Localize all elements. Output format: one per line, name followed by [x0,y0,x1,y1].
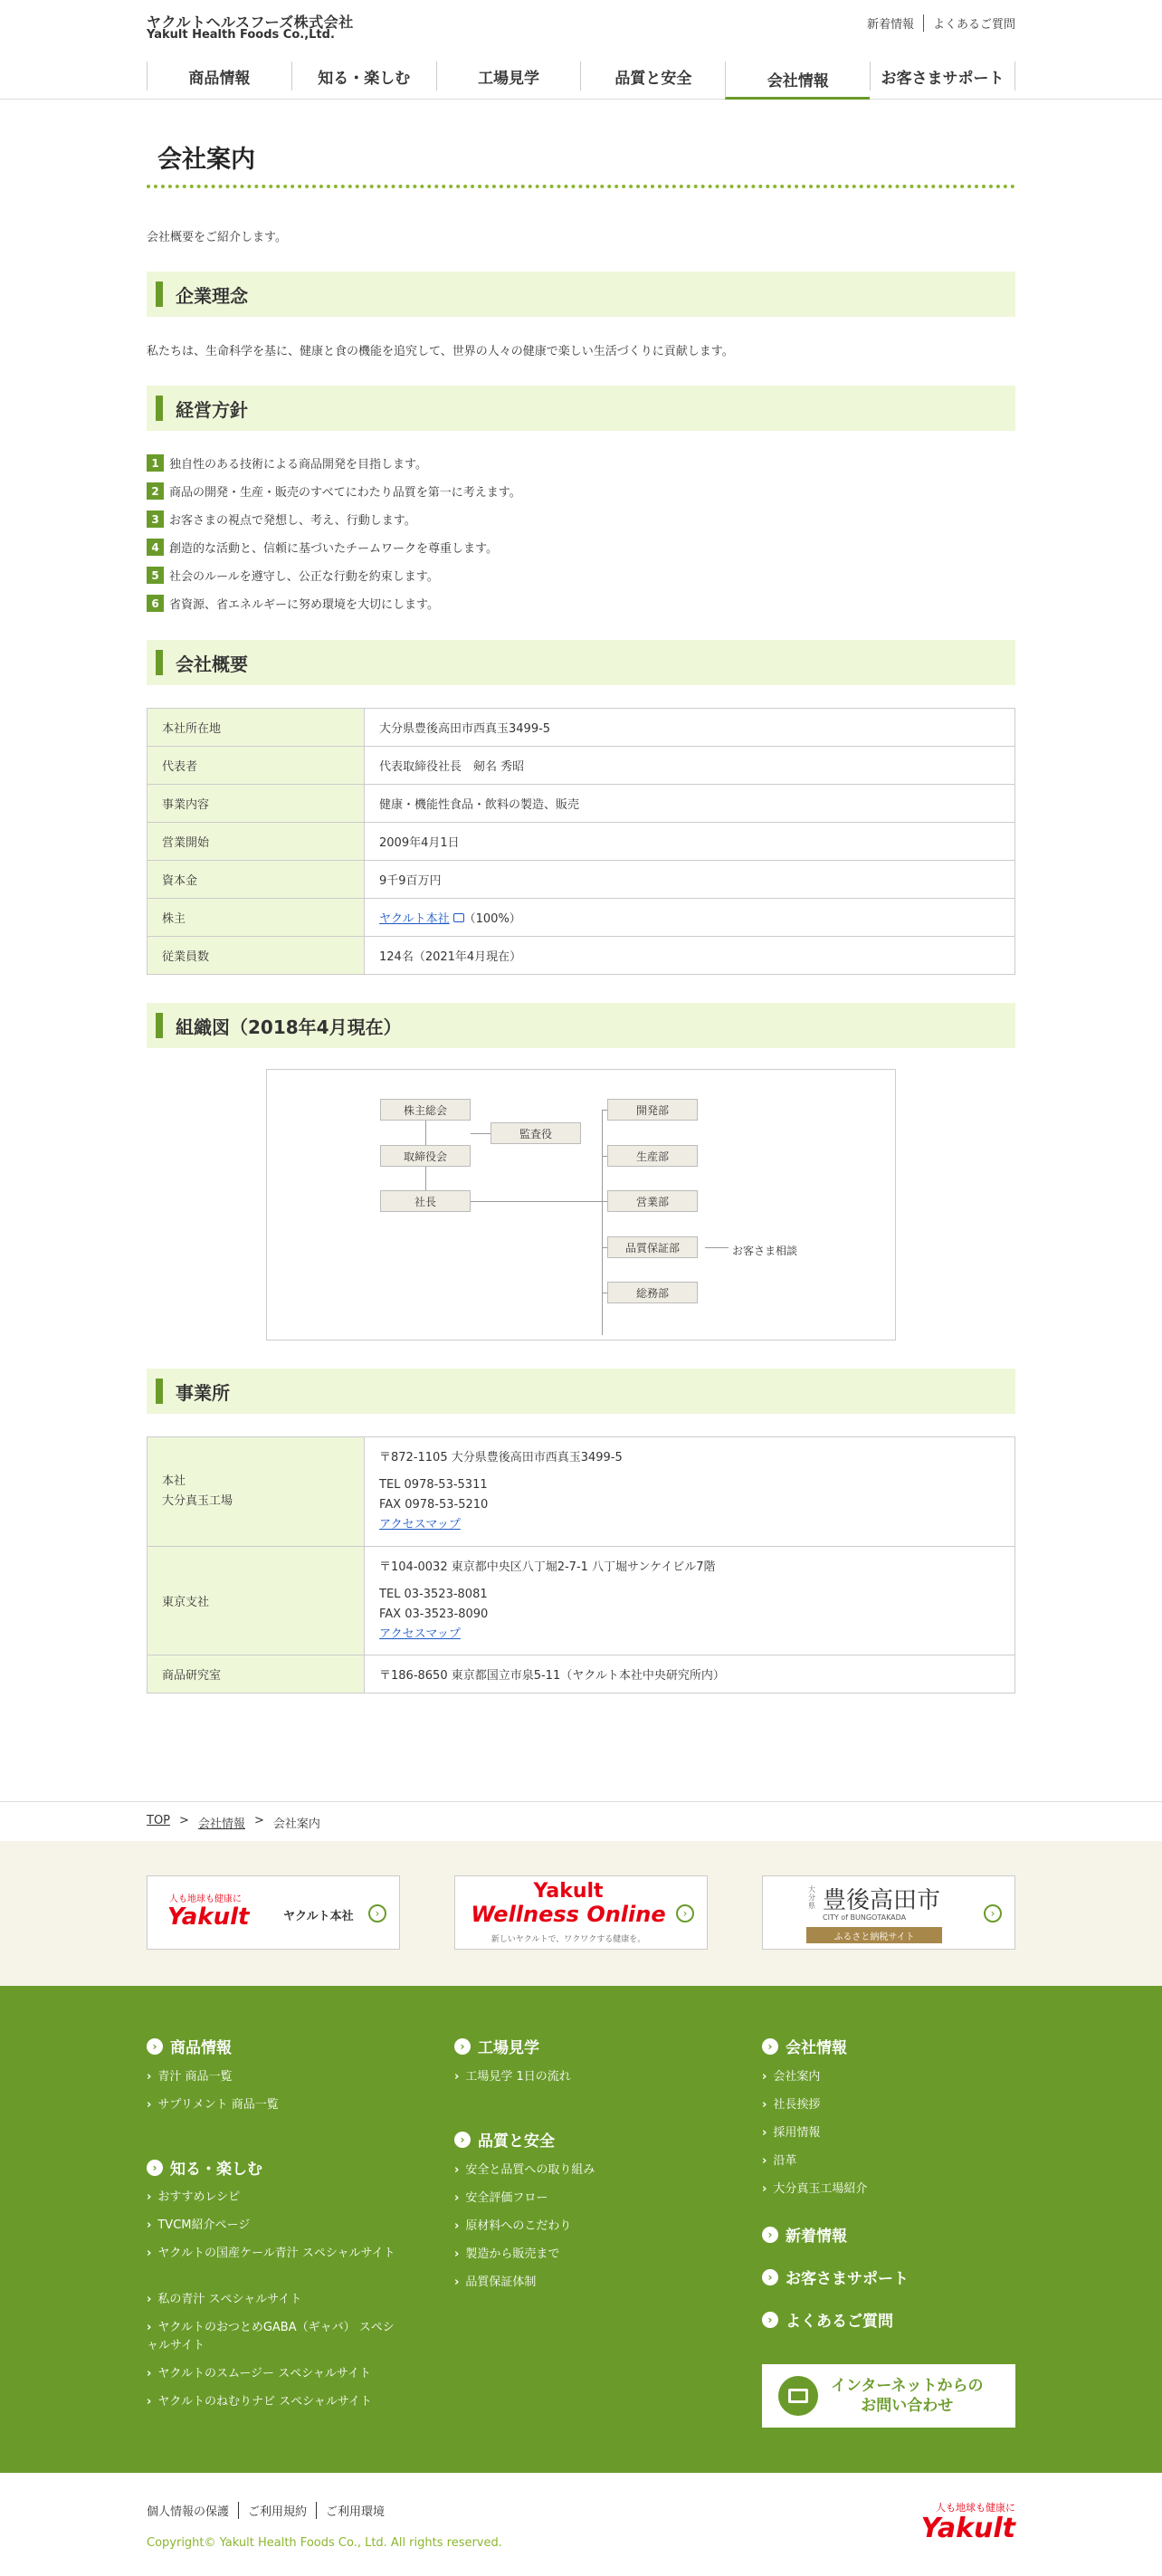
site-footer [0,1986,1162,2473]
breadcrumb-separator: > [179,1814,189,1827]
footer-link[interactable]: › 安全と品質への取り組み [454,2161,595,2180]
footer-heading-support[interactable] [762,2266,909,2288]
policy-text: 社会のルールを遵守し、公正な行動を約束します。 [169,570,439,584]
org-production: 生産部 [607,1145,698,1167]
banner-bungotakada[interactable] [762,1875,1015,1950]
banner-prefecture: 大分県 [808,1885,815,1910]
banner-area [0,1841,1162,1986]
terms-link[interactable]: ご利用規約 [238,2502,316,2519]
chevron-circle-icon: › [454,2132,471,2148]
footer-heading-news[interactable] [762,2223,847,2246]
banner-furusato: ふるさと納税サイト [806,1927,942,1943]
policy-item [147,567,439,584]
table-row [148,1547,1015,1655]
banner-subtitle: 新しいヤクルトで、ワクワクする健康を。 [491,1935,646,1944]
inquiry-label: お問い合わせ [861,2397,954,2415]
computer-icon [778,2376,818,2416]
footer-link[interactable]: › 社長挨拶 [762,2096,820,2114]
internet-inquiry-button[interactable] [762,2364,1015,2428]
row-value: 2009年4月1日 [365,823,1015,861]
row-label [148,1437,365,1547]
footer-link[interactable]: › TVCM紹介ページ [147,2217,250,2235]
policy-number: 2 [147,482,164,500]
row-value [365,899,1015,937]
row-label: 営業開始 [148,823,365,861]
org-auditor: 監査役 [491,1122,581,1144]
policy-number: 6 [147,595,164,612]
page-title: 会社案内 [157,146,255,174]
footer-heading-label: 品質と安全 [478,2132,555,2151]
nav-support[interactable]: お客さまサポート [870,62,1015,91]
policy-text: お客さまの視点で発想し、考え、行動します。 [169,514,416,528]
policy-item [147,454,427,472]
footer-link[interactable]: › ヤクルトのねむりナビ スペシャルサイト [147,2393,372,2411]
policy-item [147,539,498,556]
legal-links [147,2502,394,2519]
nav-factory-tour[interactable]: 工場見学 [436,62,581,91]
table-row [148,823,1015,861]
nav-quality[interactable]: 品質と安全 [580,62,725,91]
chevron-circle-icon: › [147,2038,163,2055]
footer-link[interactable]: › おすすめレシピ [147,2189,240,2207]
banner-city-name: 豊後高田市 [823,1887,941,1914]
org-general-affairs: 総務部 [607,1282,698,1303]
footer-link[interactable]: › ヤクルトのおつとめGABA（ギャバ） スペシャルサイト [147,2319,400,2355]
footer-link[interactable]: › 大分真玉工場紹介 [762,2180,867,2199]
policy-text: 創造的な活動と、信頼に基づいたチームワークを尊重します。 [169,542,498,556]
table-row [148,1437,1015,1547]
yakult-logo: Yakult [167,1903,250,1931]
row-label: 本社所在地 [148,709,365,747]
footer-link[interactable]: › 会社案内 [762,2068,820,2086]
row-value: 〒186-8650 東京都国立市泉5-11（ヤクルト本社中央研究所内） [365,1655,1015,1693]
footer-heading-label: お客さまサポート [786,2270,909,2288]
footer-link[interactable]: › 青汁 商品一覧 [147,2068,233,2086]
row-value: 9千9百万円 [365,861,1015,899]
tel: TEL 0978-53-5311 [379,1478,488,1492]
footer-link[interactable]: › 品質保証体制 [454,2274,536,2292]
footer-link[interactable]: › 製造から販売まで [454,2246,559,2264]
breadcrumb-divider [0,1801,1162,1802]
access-map-link[interactable]: アクセスマップ [379,1518,461,1531]
nav-learn[interactable]: 知る・楽しむ [291,62,436,91]
row-value: 代表取締役社長 剱名 秀昭 [365,747,1015,785]
share-percent: （100%） [463,912,521,926]
footer-heading-quality[interactable] [454,2128,555,2151]
faq-link[interactable]: よくあるご質問 [923,14,1015,32]
global-nav [147,58,1015,100]
chevron-circle-icon: › [762,2312,778,2328]
nav-products[interactable]: 商品情報 [147,62,291,91]
footer-heading-learn[interactable] [147,2156,262,2179]
fax: FAX 03-3523-8090 [379,1607,489,1621]
footer-link[interactable]: › 工場見学 1日の流れ [454,2068,571,2086]
policy-text: 商品の開発・生産・販売のすべてにわたり品質を第一に考えます。 [169,486,521,500]
footer-heading-faq[interactable] [762,2308,893,2331]
nav-company[interactable]: 会社情報 [725,62,870,100]
fax: FAX 0978-53-5210 [379,1498,489,1512]
footer-link[interactable]: › 原材料へのこだわり [454,2218,571,2236]
environment-link[interactable]: ご利用環境 [316,2502,394,2519]
row-label: 株主 [148,899,365,937]
row-label: 東京支社 [148,1547,365,1655]
table-row [148,899,1015,937]
table-row [148,747,1015,785]
footer-heading-company[interactable] [762,2035,847,2057]
arrow-circle-icon: › [368,1904,386,1922]
chevron-circle-icon: › [454,2038,471,2055]
policy-item [147,510,416,528]
row-label: 商品研究室 [148,1655,365,1693]
banner-tagline: 人も地球も健康に [169,1894,242,1904]
row-label: 代表者 [148,747,365,785]
section-heading: 組織図（2018年4月現在） [176,1016,402,1038]
yakult-hq-link[interactable]: ヤクルト本社 [379,912,450,926]
footer-heading-products[interactable] [147,2035,232,2057]
banner-city-en: CITY of BUNGOTAKADA [823,1913,907,1922]
copyright: Copyright© Yakult Health Foods Co., Ltd. All rights reserved. [147,2536,502,2550]
chevron-circle-icon: › [762,2038,778,2055]
policy-item [147,482,521,500]
policy-number: 5 [147,567,164,584]
footer-link[interactable]: › 沿革 [762,2152,796,2171]
org-sales: 営業部 [607,1190,698,1212]
footer-link[interactable]: › 私の青汁 スペシャルサイト [147,2291,301,2309]
org-chart [266,1069,896,1340]
footer-heading-label: よくあるご質問 [786,2313,893,2331]
logo[interactable]: ヤクルトヘルスフーズ株式会社 [147,14,354,31]
row-value: 健康・機能性食品・飲料の製造、販売 [365,785,1015,823]
intro-text: 会社概要をご紹介します。 [147,231,287,244]
footer-link[interactable]: › ヤクルトの国産ケール青汁 スペシャルサイト [147,2245,400,2263]
footer-heading-factory[interactable] [454,2035,539,2057]
section-heading: 企業理念 [176,284,248,307]
breadcrumb-separator: > [253,1814,264,1827]
footer-heading-label: 工場見学 [478,2039,539,2057]
section-org-chart [147,1003,1015,1048]
row-label: 事業内容 [148,785,365,823]
yakult-logo: Yakult [920,2513,1015,2544]
chevron-circle-icon: › [762,2269,778,2285]
banner-yakult-hq[interactable] [147,1875,400,1950]
row-label: 従業員数 [148,937,365,975]
org-president: 社長 [380,1190,471,1212]
row-value: 大分県豊後高田市西真玉3499-5 [365,709,1015,747]
footer-link[interactable]: › 安全評価フロー [454,2190,548,2208]
section-overview [147,640,1015,685]
offices-table [147,1436,1015,1693]
breadcrumb-top[interactable]: TOP [147,1814,171,1827]
row-value [365,1547,1015,1655]
overview-table [147,708,1015,975]
address: 〒104-0032 東京都中央区八丁堀2-7-1 八丁堀サンケイビル7階 [379,1560,716,1574]
arrow-circle-icon: › [984,1904,1002,1922]
breadcrumb [147,1814,320,1831]
yakult-footer-logo[interactable] [921,2500,1015,2543]
policy-number: 3 [147,510,164,528]
banner-wellness-online[interactable] [454,1875,708,1950]
org-qa: 品質保証部 [607,1236,698,1258]
footer-heading-label: 知る・楽しむ [170,2161,262,2179]
table-row [148,709,1015,747]
table-row [148,785,1015,823]
logo-tagline: 人も地球も健康に [936,2502,1015,2514]
footer-link[interactable]: › 採用情報 [762,2124,820,2142]
section-heading: 会社概要 [176,653,248,675]
org-customer-consultation: お客さま相談 [732,1245,798,1257]
section-philosophy [147,272,1015,317]
breadcrumb-company[interactable]: 会社情報 [197,1818,245,1831]
access-map-link[interactable]: アクセスマップ [379,1627,461,1641]
table-row [148,937,1015,975]
external-link-icon [453,913,464,922]
philosophy-text: 私たちは、生命科学を基に、健康と食の機能を追究して、世界の人々の健康で楽しい生活づくりに貢献します。 [147,345,734,358]
policy-text: 独自性のある技術による商品開発を目指します。 [169,458,427,472]
footer-link[interactable]: › サプリメント 商品一覧 [147,2096,279,2114]
section-policy [147,386,1015,431]
privacy-link[interactable]: 個人情報の保護 [147,2505,230,2519]
utility-nav [858,14,1015,32]
arrow-circle-icon: › [676,1904,694,1922]
org-dev: 開発部 [607,1099,698,1121]
row-value: 124名（2021年4月現在） [365,937,1015,975]
news-link[interactable]: 新着情報 [866,18,914,32]
footer-link[interactable]: › ヤクルトのスムージー スペシャルサイト [147,2365,371,2383]
footer-bottom [0,2473,1162,2576]
footer-heading-label: 新着情報 [786,2228,847,2246]
table-row [148,861,1015,899]
policy-number: 4 [147,539,164,556]
chevron-circle-icon: › [147,2160,163,2176]
logo-en: Yakult Health Foods Co.,Ltd. [147,28,335,42]
title-divider [147,185,1015,188]
footer-heading-label: 商品情報 [170,2039,232,2057]
breadcrumb-current: 会社案内 [272,1818,320,1831]
office-name: 大分真玉工場 [162,1494,233,1508]
tel: TEL 03-3523-8081 [379,1587,488,1601]
section-offices [147,1369,1015,1414]
org-shareholders: 株主総会 [380,1099,471,1121]
site-header [0,0,1162,100]
banner-brand: Yakult [533,1880,604,1903]
banner-title: Wellness Online [471,1902,666,1927]
footer-heading-label: 会社情報 [786,2039,847,2057]
table-row [148,1655,1015,1693]
section-heading: 事業所 [176,1381,230,1404]
office-name: 本社 [162,1474,186,1488]
banner-label: ヤクルト本社 [283,1910,354,1923]
org-board: 取締役会 [380,1145,471,1167]
section-heading: 経営方針 [176,398,248,421]
policy-number: 1 [147,454,164,472]
policy-text: 省資源、省エネルギーに努め環境を大切にします。 [169,598,439,612]
chevron-circle-icon: › [762,2227,778,2243]
row-value [365,1437,1015,1547]
address: 〒872-1105 大分県豊後高田市西真玉3499-5 [379,1451,623,1465]
inquiry-label: インターネットからの [831,2377,984,2395]
row-label: 資本金 [148,861,365,899]
policy-item [147,595,439,612]
